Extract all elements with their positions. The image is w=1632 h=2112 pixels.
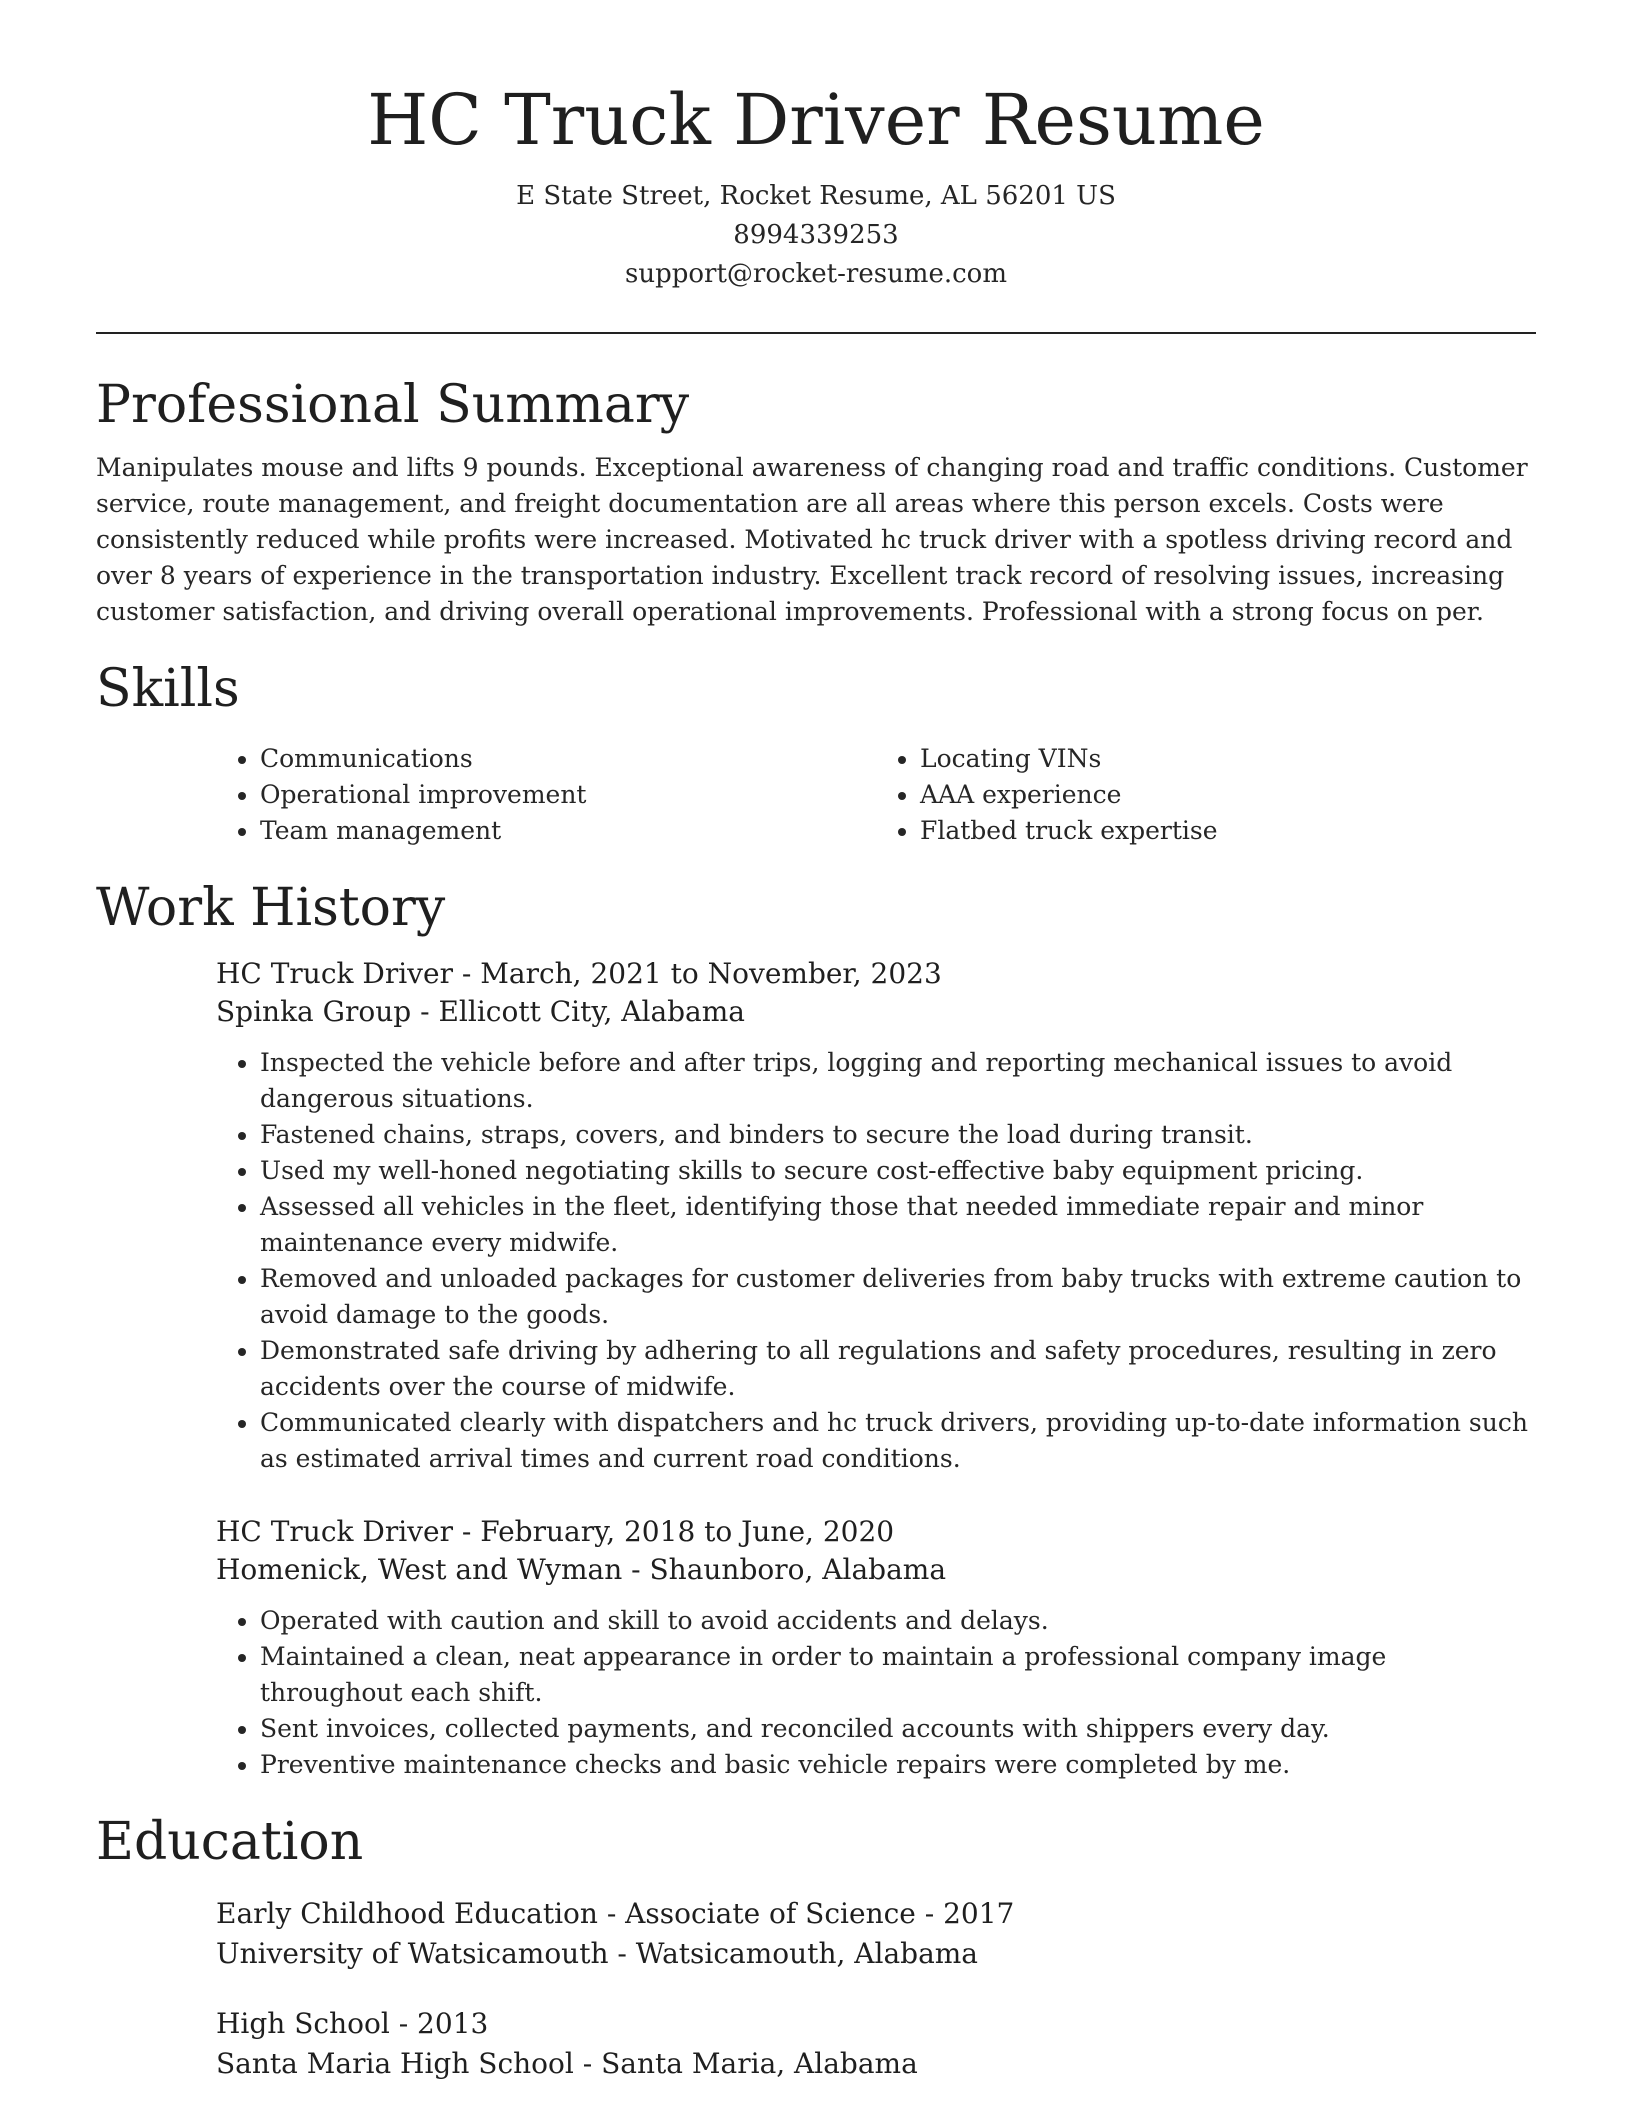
header-divider xyxy=(96,332,1536,334)
job-entry xyxy=(216,1513,1536,1783)
skills-heading: Skills xyxy=(96,659,240,720)
job-company-location: Homenick, West and Wyman - Shaunboro, Alabama xyxy=(216,1553,947,1587)
contact-address: E State Street, Rocket Resume, AL 56201 US xyxy=(516,181,1116,211)
summary-section xyxy=(96,374,1536,630)
job-duty-item: • Used my well-honed negotiating skills to secure cost-effective baby equipment pricing. xyxy=(260,1153,1536,1189)
skill-item: • Locating VINs xyxy=(920,741,1536,777)
job-company-location: Spinka Group - Ellicott City, Alabama xyxy=(216,995,745,1029)
summary-text: Manipulates mouse and lifts 9 pounds. Exceptional awareness of changing road and traffic conditions. Customer service, route management, and freight documentation are all areas where this person excels. Costs were consistently reduced while profits were increased. Motivated hc truck driver with a spotless driving record and over 8 years of experience in the transportation industry. Excellent track record of resolving issues, increasing customer satisfaction, and driving overall operational improvements. Professional with a strong focus on per. xyxy=(96,453,1528,627)
job-duty-item: • Preventive maintenance checks and basic vehicle repairs were completed by me. xyxy=(260,1747,1536,1783)
skill-item: • Operational improvement xyxy=(260,777,876,813)
skills-list xyxy=(216,741,1536,849)
skills-column-left xyxy=(216,741,876,849)
education-section xyxy=(96,1811,1536,2083)
skills-column-right xyxy=(876,741,1536,849)
job-duty-item: • Communicated clearly with dispatchers and hc truck drivers, providing up-to-date information such as estimated arrival times and current road conditions. xyxy=(260,1405,1536,1477)
job-duties-list xyxy=(216,1045,1536,1477)
education-entry xyxy=(216,2004,1536,2084)
work-history-section xyxy=(96,877,1536,1783)
job-duties-list xyxy=(216,1603,1536,1783)
summary-heading: Professional Summary xyxy=(96,375,690,435)
education-degree: High School - 2013 xyxy=(216,2006,489,2040)
education-entry xyxy=(216,1894,1536,1974)
work-history-heading: Work History xyxy=(96,877,446,938)
job-duty-item: • Removed and unloaded packages for customer deliveries from baby trucks with extreme caution to avoid damage to the goods. xyxy=(260,1261,1536,1333)
skill-item: • Team management xyxy=(260,813,876,849)
job-duty-item: • Maintained a clean, neat appearance in order to maintain a professional company image throughout each shift. xyxy=(260,1639,1536,1711)
job-duty-item: • Operated with caution and skill to avoid accidents and delays. xyxy=(260,1603,1536,1639)
contact-email: support@rocket-resume.com xyxy=(624,259,1007,289)
job-entry xyxy=(216,955,1536,1477)
skill-item: • Flatbed truck expertise xyxy=(920,813,1536,849)
contact-phone: 8994339253 xyxy=(733,220,899,250)
skill-item: • Communications xyxy=(260,741,876,777)
job-title-dates: HC Truck Driver - February, 2018 to June, 2020 xyxy=(216,1515,895,1549)
resume-title: HC Truck Driver Resume xyxy=(367,79,1265,161)
job-title-dates: HC Truck Driver - March, 2021 to November, 2023 xyxy=(216,957,942,991)
education-school: University of Watsicamouth - Watsicamouth, Alabama xyxy=(216,1936,979,1970)
education-heading: Education xyxy=(96,1812,364,1873)
education-degree: Early Childhood Education - Associate of Science - 2017 xyxy=(216,1896,1015,1930)
job-duty-item: • Inspected the vehicle before and after trips, logging and reporting mechanical issues to avoid dangerous situations. xyxy=(260,1045,1536,1117)
job-duty-item: • Demonstrated safe driving by adhering to all regulations and safety procedures, resulting in zero accidents over the course of midwife. xyxy=(260,1333,1536,1405)
job-duty-item: • Assessed all vehicles in the fleet, identifying those that needed immediate repair and minor maintenance every midwife. xyxy=(260,1189,1536,1261)
resume-header xyxy=(0,0,1632,294)
job-duty-item: • Sent invoices, collected payments, and reconciled accounts with shippers every day. xyxy=(260,1711,1536,1747)
skills-section xyxy=(96,658,1536,848)
skill-item: • AAA experience xyxy=(920,777,1536,813)
job-duty-item: • Fastened chains, straps, covers, and binders to secure the load during transit. xyxy=(260,1117,1536,1153)
education-school: Santa Maria High School - Santa Maria, Alabama xyxy=(216,2046,918,2080)
